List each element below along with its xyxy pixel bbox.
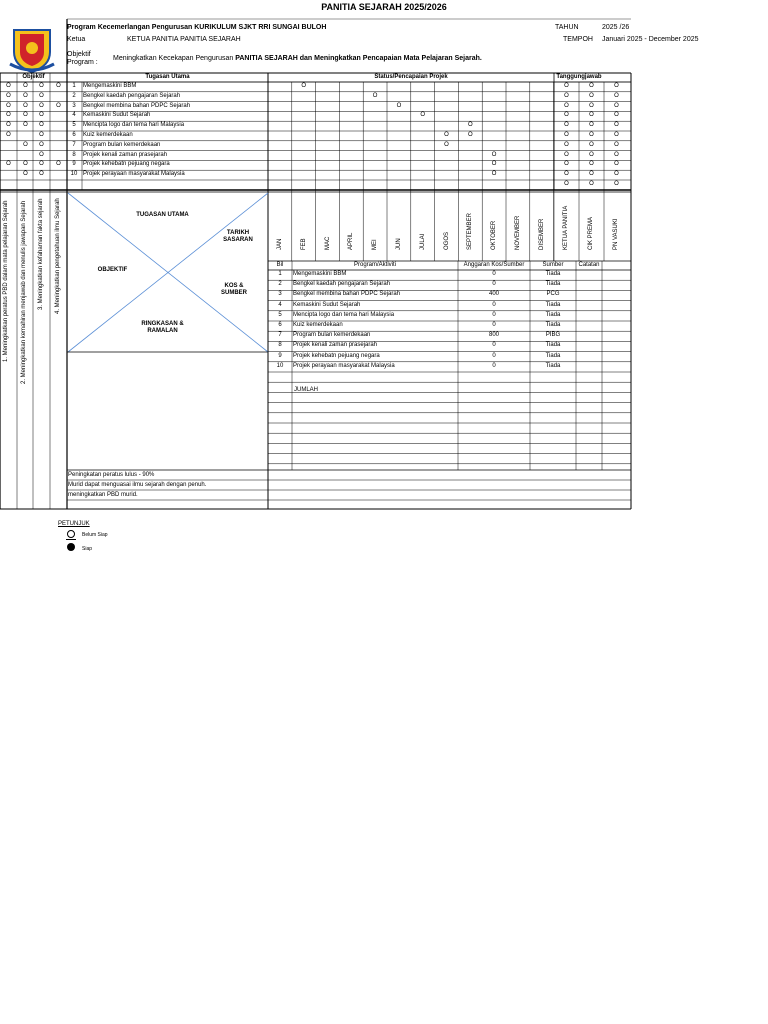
responsibility-circle: O <box>589 122 594 129</box>
x-label-sasaran: SASARAN <box>223 237 253 243</box>
objective-circle: O <box>6 83 11 89</box>
month-label: OGOS <box>443 231 450 250</box>
responsibility-circle: O <box>589 181 594 187</box>
summary-line-3: meningkatkan PBD murid. <box>68 492 138 498</box>
responsibility-circle: O <box>564 132 569 138</box>
header-tanggungjawab: Tanggungjawab <box>556 74 602 80</box>
objective-circle: O <box>39 132 44 138</box>
task-name: Projek kehebatn pejuang negara <box>83 161 170 168</box>
x-label-tarikh: TARIKH <box>226 230 250 236</box>
legend-title: PETUNJUK <box>58 521 90 527</box>
month-circle: O <box>444 141 449 148</box>
objective-circle: O <box>39 141 44 148</box>
cost-sumber: Tiada <box>545 281 561 288</box>
x-label-objektif: OBJEKTIF <box>97 267 128 273</box>
task-name: Mencipta logo dan tema hari Malaysia <box>83 122 185 129</box>
task-number: 2 <box>72 92 76 99</box>
header-tugasan: Tugasan Utama <box>145 74 190 80</box>
header-status: Status/Pencapaian Projek <box>374 74 448 80</box>
objective-circle: O <box>6 102 11 109</box>
month-label: SEPTEMBER <box>467 212 474 250</box>
cost-program: Bengkel membina bahan PDPC Sejarah <box>293 291 401 298</box>
cost-sumber: Tiada <box>545 311 561 318</box>
objective-circle: O <box>23 171 28 178</box>
summary-line-2: Murid dapat menguasai ilmu sejarah dengan penuh. <box>68 482 207 488</box>
objective-circle: O <box>39 122 44 129</box>
responsibility-circle: O <box>614 102 619 109</box>
cost-program: Kemaskini Sudut Sejarah <box>293 301 361 308</box>
x-label-sumber: SUMBER <box>220 290 247 296</box>
open-circle-icon <box>67 530 75 538</box>
objective-circle: O <box>39 161 44 168</box>
cost-anggaran: 0 <box>492 342 496 349</box>
responsibility-circle: O <box>564 122 569 129</box>
objective-circle: O <box>39 171 44 178</box>
objective-circle: O <box>56 161 61 168</box>
task-name: Bengkel kaedah pengajaran Sejarah <box>83 92 181 99</box>
objective-circle: O <box>6 112 11 119</box>
header-objektif: Objektif <box>22 74 45 80</box>
objective-circle: O <box>39 112 44 119</box>
month-circle: O <box>444 132 449 138</box>
cost-program: Projek kehebatn pejuang negara <box>293 352 380 359</box>
objektif-label: Objektif <box>67 51 91 58</box>
month-circle: O <box>491 171 497 178</box>
person-label: KETUA PANITIA <box>563 205 569 250</box>
cost-program: Mencipta logo dan tema hari Malaysia <box>293 311 395 318</box>
responsibility-circle: O <box>564 112 569 119</box>
responsibility-circle: O <box>589 112 594 119</box>
task-number: 1 <box>72 83 76 89</box>
cost-sumber: Tiada <box>545 342 561 349</box>
cost-anggaran: 0 <box>492 322 496 328</box>
objective-circle: O <box>23 122 28 129</box>
objective-vertical-1: 1. Meningkatkan peratus PBD dalam mata pelajaran Sejarah <box>3 200 9 362</box>
task-number: 6 <box>72 132 76 138</box>
filled-circle-icon <box>67 543 75 551</box>
task-name: Kemaskini Sudut Sejarah <box>83 112 151 119</box>
responsibility-circle: O <box>589 141 594 148</box>
objective-circle: O <box>6 92 11 99</box>
month-label: DISEMBER <box>538 218 545 250</box>
responsibility-circle: O <box>614 171 619 178</box>
tahun-value: 2025 /26 <box>602 24 630 31</box>
responsibility-circle: O <box>614 83 619 89</box>
responsibility-circle: O <box>564 83 569 89</box>
objektif-text-normal: Meningkatkan Kecekapan Pengurusan <box>113 55 236 62</box>
cost-program: Program bulan kemerdekaan <box>293 332 371 339</box>
month-label: NOVEMBER <box>515 215 521 250</box>
objective-circle: O <box>39 102 44 109</box>
objective-circle: O <box>23 112 28 119</box>
month-circle: O <box>301 83 307 89</box>
objective-circle: O <box>23 92 28 99</box>
objective-circle: O <box>23 83 28 89</box>
month-circle: O <box>467 122 473 129</box>
month-label: MEI <box>372 239 379 250</box>
cost-bil: 10 <box>276 362 284 369</box>
cost-anggaran: 0 <box>492 352 496 359</box>
responsibility-circle: O <box>564 102 569 109</box>
cost-anggaran: 0 <box>492 362 496 369</box>
cost-bil: 3 <box>278 291 282 298</box>
objective-circle: O <box>56 83 61 89</box>
cost-anggaran: 0 <box>492 311 496 318</box>
program-label: Program Kecemerlangan Pengurusan KURIKULUM SJKT RRI SUNGAI BULOH <box>67 24 327 31</box>
ketua-value: KETUA PANITIA PANITIA SEJARAH <box>127 36 241 43</box>
tempoh-value: Januari 2025 - December 2025 <box>602 36 699 43</box>
cost-program: Projek kenali zaman prasejarah <box>293 342 378 349</box>
responsibility-circle: O <box>614 151 619 158</box>
cost-program: Bengkel kaedah pengajaran Sejarah <box>293 281 391 288</box>
objective-vertical-3: 3. Meningkatkan kefahaman fakta sejarah <box>38 198 44 310</box>
responsibility-circle: O <box>589 92 594 99</box>
x-label-kos: KOS & <box>224 283 244 289</box>
month-label: OKTOBER <box>491 220 498 250</box>
cost-program: Mengemaskini BBM <box>293 271 347 277</box>
ketua-label: Ketua <box>67 36 86 43</box>
cost-header-bil: Bil <box>276 262 284 268</box>
responsibility-circle: O <box>589 151 594 158</box>
month-label: APRIL <box>348 232 355 250</box>
task-number: 5 <box>72 122 76 129</box>
month-circle: O <box>467 132 473 138</box>
month-label: JULAI <box>419 233 426 250</box>
objective-circle: O <box>23 141 28 148</box>
cost-header-program: Program/Aktiviti <box>353 262 396 268</box>
month-circle: O <box>372 92 378 99</box>
task-name: Projek kenali zaman prasejarah <box>83 151 168 158</box>
month-circle: O <box>491 161 497 168</box>
objektif-text-bold: PANITIA SEJARAH dan Meningkatkan Pencapaian Mata Pelajaran Sejarah. <box>235 55 482 62</box>
cost-sumber: Tiada <box>545 301 561 308</box>
responsibility-circle: O <box>564 161 569 168</box>
legend-belum: Belum Siap <box>82 532 108 538</box>
task-number: 4 <box>72 112 76 119</box>
cost-anggaran: 800 <box>488 332 499 339</box>
cost-bil: 2 <box>278 281 282 288</box>
program-colon-label: Program : <box>67 59 98 66</box>
month-label: JAN <box>277 238 283 250</box>
month-circle: O <box>491 151 497 158</box>
responsibility-circle: O <box>614 181 619 187</box>
task-name: Program bulan kemerdekaan <box>83 141 161 148</box>
cost-sumber: Tiada <box>545 271 561 277</box>
x-label-ramalan: RAMALAN <box>147 328 178 334</box>
legend-siap: Siap <box>82 546 93 552</box>
month-circle: O <box>396 102 402 109</box>
tempoh-label: TEMPOH <box>563 36 593 43</box>
objective-circle: O <box>39 92 44 99</box>
responsibility-circle: O <box>564 151 569 158</box>
month-circle: O <box>420 112 426 119</box>
task-number: 7 <box>72 141 76 148</box>
cost-program: Projek perayaan masyarakat Malaysia <box>293 362 395 369</box>
responsibility-circle: O <box>589 83 594 89</box>
cost-anggaran: 0 <box>492 281 496 288</box>
task-name: Bengkel membina bahan PDPC Sejarah <box>83 102 191 109</box>
objective-circle: O <box>39 151 44 158</box>
task-number: 9 <box>72 161 76 168</box>
cost-bil: 1 <box>278 271 282 277</box>
cost-bil: 6 <box>278 322 282 328</box>
cost-anggaran: 0 <box>492 271 496 277</box>
cost-sumber: PIBG <box>545 332 561 339</box>
cost-bil: 9 <box>278 352 282 359</box>
cost-bil: 4 <box>278 301 282 308</box>
cost-anggaran: 400 <box>488 291 499 298</box>
cost-jumlah: JUMLAH <box>294 387 319 393</box>
responsibility-circle: O <box>614 141 619 148</box>
month-label: FEB <box>300 238 307 250</box>
tahun-label: TAHUN <box>555 24 579 31</box>
cost-sumber: Tiada <box>545 322 561 328</box>
responsibility-circle: O <box>614 112 619 119</box>
cost-bil: 7 <box>278 332 282 339</box>
objective-circle: O <box>23 161 28 168</box>
objective-circle: O <box>6 132 11 138</box>
summary-line-1: Peningkatan peratus lulus - 90% <box>68 472 155 478</box>
responsibility-circle: O <box>614 161 619 168</box>
cost-sumber: Tiada <box>545 352 561 359</box>
responsibility-circle: O <box>614 132 619 138</box>
cost-header-catatan: Catatan <box>578 262 600 268</box>
page-title: PANITIA SEJARAH 2025/2026 <box>321 2 447 12</box>
responsibility-circle: O <box>564 92 569 99</box>
x-label-tugasan: TUGASAN UTAMA <box>136 212 189 218</box>
cost-header-sumber: Sumber <box>542 262 564 268</box>
responsibility-circle: O <box>614 122 619 129</box>
objective-vertical-4: 4. Meningkatkan pengetahuan ilmu Sejarah <box>55 198 61 314</box>
cost-sumber: Tiada <box>545 362 561 369</box>
legend-line-icon <box>66 539 76 540</box>
month-label: MAC <box>324 236 331 250</box>
task-number: 8 <box>72 151 76 158</box>
month-label: JUN <box>396 238 402 250</box>
responsibility-circle: O <box>564 141 569 148</box>
responsibility-circle: O <box>589 161 594 168</box>
task-name: Kuiz kemerdekaan <box>83 132 133 138</box>
objective-circle: O <box>6 161 11 168</box>
task-number: 3 <box>72 102 76 109</box>
task-name: Projek perayaan masyarakat Malaysia <box>83 171 185 178</box>
x-label-ringkasan: RINGKASAN & <box>141 321 184 327</box>
objective-circle: O <box>6 122 11 129</box>
responsibility-circle: O <box>614 92 619 99</box>
cost-header-anggaran: Anggaran Kos/Sumber <box>463 262 525 268</box>
objective-vertical-2: 2. Meningkatkan kemahiran menjawab dan menulis jawapan Sejarah <box>21 200 27 384</box>
task-number: 10 <box>70 171 78 178</box>
cost-anggaran: 0 <box>492 301 496 308</box>
responsibility-circle: O <box>564 171 569 178</box>
responsibility-circle: O <box>564 181 569 187</box>
responsibility-circle: O <box>589 102 594 109</box>
responsibility-circle: O <box>589 171 594 178</box>
cost-program: Kuiz kemerdekaan <box>293 322 343 328</box>
cost-bil: 5 <box>278 311 282 318</box>
objective-circle: O <box>23 102 28 109</box>
cost-sumber: PCG <box>546 291 560 298</box>
task-name: Mengemaskini BBM <box>83 83 137 89</box>
person-label: CIK PREMA <box>588 216 594 250</box>
objective-circle: O <box>56 102 61 109</box>
cost-bil: 8 <box>278 342 282 349</box>
person-label: PN VASUKI <box>613 218 619 250</box>
responsibility-circle: O <box>589 132 594 138</box>
objective-circle: O <box>39 83 44 89</box>
